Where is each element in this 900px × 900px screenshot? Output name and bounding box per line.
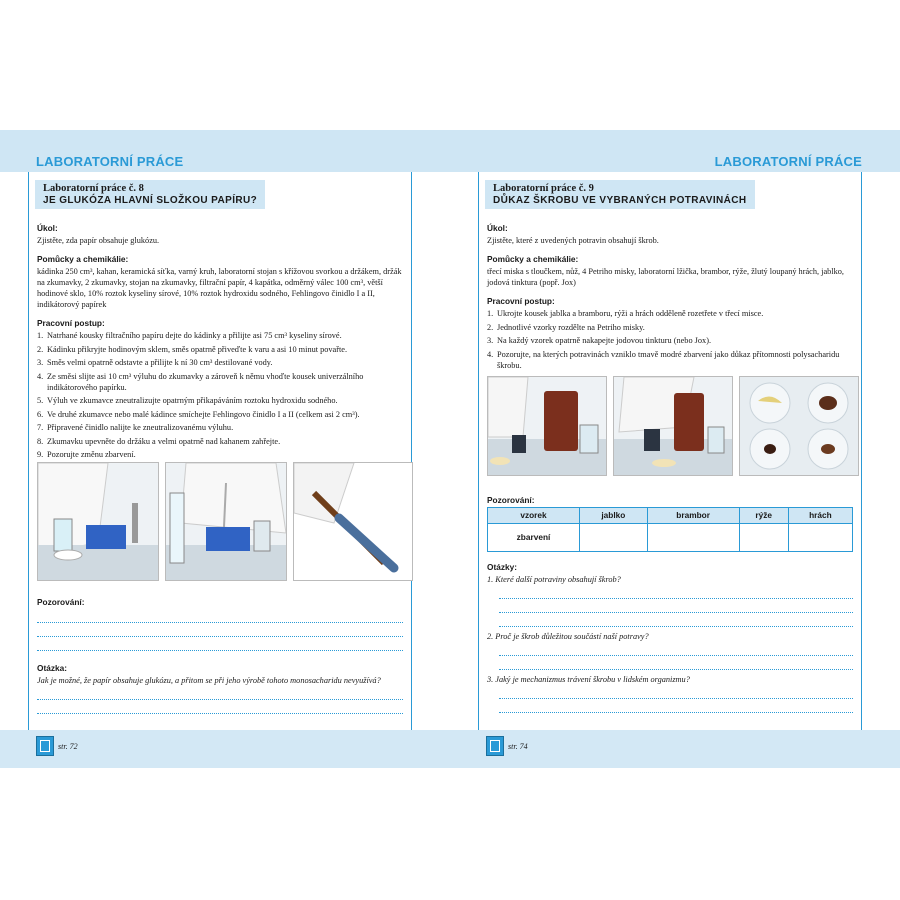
answer-line [37,700,403,714]
answer-line [499,585,853,599]
lab-number: Laboratorní práce č. 8 [43,183,144,194]
list-item: 1. Ukrojte kousek jablka a bramboru, rýži a hrách odděleně rozetřete v třecí misce. [487,309,764,318]
lab-photo-4 [487,376,607,476]
list-item: 3. Na každý vzorek opatrně nakapejte jodovou tinkturu (nebo Jox). [487,336,712,345]
right-footer [486,736,528,756]
postup-heading: Pracovní postup: [37,318,105,328]
list-item: 2. Kádinku přikryjte hodinovým sklem, směs opatrně přiveďte k varu a asi 10 minut povařte. [37,344,348,354]
table-row-label: zbarvení [488,524,580,552]
left-content [37,218,403,463]
left-footer [36,736,78,756]
table-cell[interactable] [739,524,788,552]
table-cell[interactable] [647,524,739,552]
right-page [478,172,862,730]
book-spread [0,130,900,770]
left-page [28,172,412,730]
lab-photo-6 [739,376,859,476]
observation-table [487,507,853,552]
answer-line [499,685,853,699]
list-item: 7. Připravené činidlo nalijte ke zneutralizovanému výluhu. [37,423,234,432]
lab-photo-2 [165,462,287,581]
ukol-heading: Úkol: [37,223,58,233]
pomucky-heading: Pomůcky a chemikálie: [37,254,129,264]
answer-line [499,699,853,713]
lab-photo-5 [613,376,733,476]
lab-number: Laboratorní práce č. 9 [493,183,594,194]
table-header-cell: hrách [788,508,852,524]
pomucky-heading: Pomůcky a chemikálie: [487,254,579,264]
observation-section [487,490,853,713]
answer-line [499,599,853,613]
list-item: 1. Natrhané kousky filtračního papíru dejte do kádinky a přilijte asi 75 cm³ kyseliny sírové. [37,331,342,340]
answer-line [37,623,403,637]
right-content [487,218,853,373]
question-3: 3. Jaký je mechanizmus trávení škrobu v lidském organizmu? [487,675,690,684]
answer-line [499,656,853,670]
lab-photo-1 [37,462,159,581]
list-item: 2. Jednotlivé vzorky rozdělte na Petriho misky. [487,322,645,332]
answer-line [37,686,403,700]
otazka-text: Jak je možné, že papír obsahuje glukózu, a přitom se při jeho výrobě tohoto monosacharidu nevyužívá? [37,676,381,685]
list-item: 9. Pozorujte změnu zbarvení. [37,450,136,459]
page-number: str. 72 [58,741,78,751]
list-item: 3. Směs velmi opatrně odstavte a přilijte k ní 30 cm³ destilované vody. [37,358,273,367]
list-item: 6. Ve druhé zkumavce nebo malé kádince smíchejte Fehlingovo činidlo I a II (celkem asi 2 cm³). [37,409,360,419]
pozorovani-heading: Pozorování: [37,597,85,607]
table-header-cell: brambor [647,508,739,524]
answer-line [499,642,853,656]
postup-list [37,330,403,460]
postup-list [487,308,853,371]
question-1: 1. Které další potraviny obsahují škrob? [487,575,621,584]
postup-heading: Pracovní postup: [487,296,555,306]
otazka-heading: Otázka: [37,663,67,673]
answer-line [499,613,853,627]
page-number: str. 74 [508,741,528,751]
publisher-logo-icon [486,736,504,756]
list-item: 4. Ze směsi slijte asi 10 cm³ výluhu do zkumavky a zároveň k němu vhoďte kousek univerzálního indikátorového papírku. [37,371,364,392]
pozorovani-heading: Pozorování: [487,495,535,505]
ukol-text: Zjistěte, které z uvedených potravin obsahují škrob. [487,236,659,245]
table-header-cell: vzorek [488,508,580,524]
publisher-logo-icon [36,736,54,756]
list-item: 5. Výluh ve zkumavce zneutralizujte opatrným přikapáváním roztoku hydroxidu sodného. [37,396,338,405]
answer-line [37,637,403,651]
question-2: 2. Proč je škrob důležitou součástí naší potravy? [487,632,649,641]
left-photos [37,462,413,581]
lab-title: JE GLUKÓZA HLAVNÍ SLOŽKOU PAPÍRU? [43,195,258,206]
table-header-cell: jablko [579,508,647,524]
ukol-text: Zjistěte, zda papír obsahuje glukózu. [37,236,160,245]
table-header-cell: rýže [739,508,788,524]
lab-title-box [485,180,755,209]
answer-line [37,609,403,623]
list-item: 8. Zkumavku upevněte do držáku a velmi opatrně nad kahanem zahřejte. [37,436,281,446]
right-photos [487,376,859,476]
pomucky-text: třecí miska s tloučkem, nůž, 4 Petriho misky, laboratorní lžička, brambor, rýže, žlutý loupaný hrách, jablko, jodová tinktura (popř. Jox) [487,267,844,287]
pozorovani-section [37,592,403,714]
header-left-title: LABORATORNÍ PRÁCE [36,154,184,169]
list-item: 4. Pozorujte, na kterých potravinách vzniklo tmavě modré zbarvení jako důkaz přítomnosti polysacharidu škrobu. [487,349,840,370]
pomucky-text: kádinka 250 cm³, kahan, keramická síťka, varný kruh, laboratorní stojan s křížovou svorkou a držákem, držák na zkumavky, 2 zkumavky, stojan na zkumavky, filtrační papír, 4 kapátka, odměrný válec 100 cm³, větší hodinové sklo, 10% roztok kyseliny sírové, 10% roztok hydroxidu sodného, Fehlingovo činidlo I a II, indikátorový papírek [37,267,402,309]
lab-photo-3 [293,462,413,581]
lab-title-box [35,180,265,209]
header-right-title: LABORATORNÍ PRÁCE [714,154,862,169]
ukol-heading: Úkol: [487,223,508,233]
table-cell[interactable] [788,524,852,552]
lab-title: DŮKAZ ŠKROBU VE VYBRANÝCH POTRAVINÁCH [493,195,747,206]
table-cell[interactable] [579,524,647,552]
footer-band [0,730,900,768]
otazky-heading: Otázky: [487,562,517,572]
